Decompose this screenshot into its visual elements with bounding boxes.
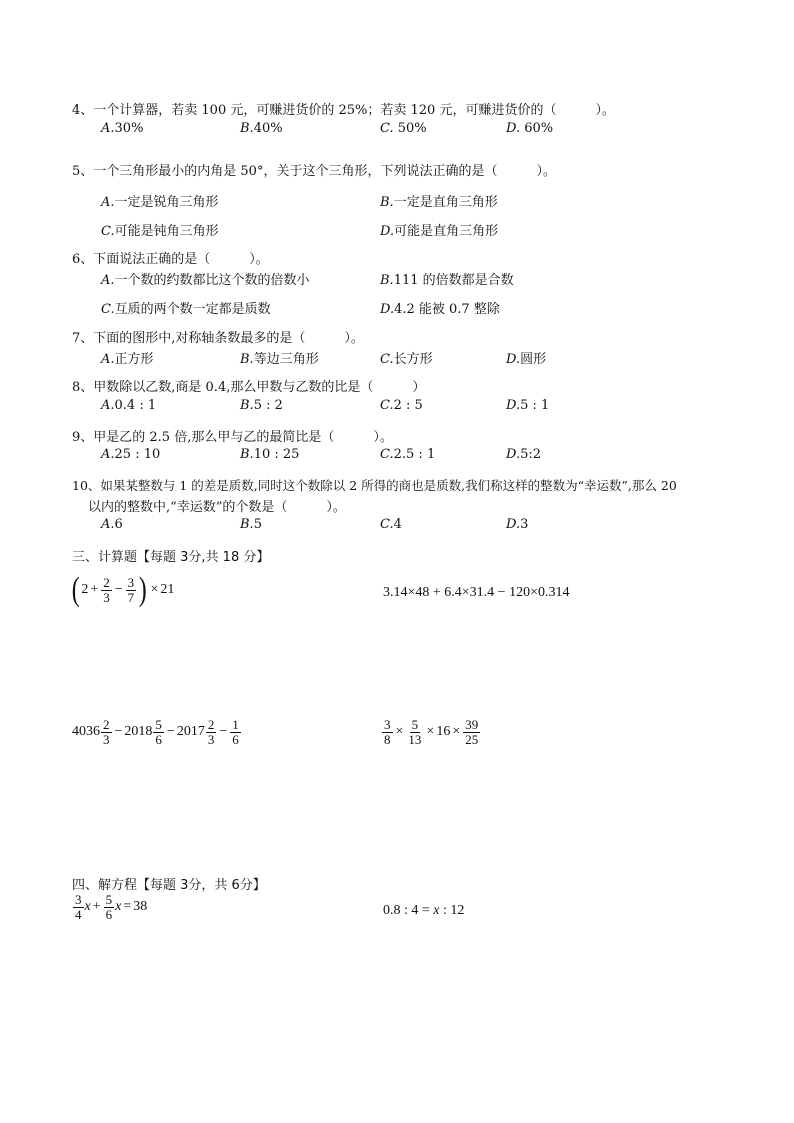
denominator: 6 [155, 731, 162, 747]
question-6-stem: 6、下面说法正确的是（ ）。 [72, 252, 269, 267]
q6-option-d[interactable] [380, 298, 500, 317]
numerator: 1 [232, 717, 239, 732]
option-letter: C. [380, 447, 394, 462]
denominator: 8 [384, 731, 391, 747]
equation-1 [72, 893, 147, 921]
option-letter: C. [380, 517, 394, 532]
option-letter: A. [101, 352, 115, 367]
option-text: 6 [114, 517, 123, 532]
q7-option-d[interactable] [506, 348, 546, 367]
numerator: 3 [75, 892, 82, 907]
option-letter: A. [101, 447, 115, 462]
option-letter: B. [380, 195, 394, 210]
fraction [206, 718, 217, 746]
calc-expression-4 [381, 718, 481, 746]
q9-option-d[interactable] [506, 447, 541, 462]
option-letter: C. [380, 352, 394, 367]
denominator: 3 [207, 731, 215, 747]
fraction [126, 576, 137, 604]
q6-option-b[interactable] [380, 269, 514, 288]
fraction [153, 718, 164, 746]
option-letter: B. [240, 517, 254, 532]
denominator: 25 [465, 731, 479, 747]
option-text: 111 的倍数都是合数 [393, 273, 514, 288]
q10-option-b[interactable] [240, 517, 262, 532]
q10-option-d[interactable] [506, 517, 528, 532]
denominator: 6 [232, 731, 239, 747]
question-10-stem-continued: 以内的整数中,“幸运数”的个数是（ ）。 [88, 500, 346, 515]
term: 16 [436, 724, 451, 740]
numerator: 5 [411, 717, 419, 732]
option-text: 圆形 [520, 352, 547, 367]
option-letter: C. [380, 121, 394, 136]
option-letter: D. [506, 447, 521, 462]
q4-option-b[interactable] [240, 121, 283, 136]
section-4-title: 四、解方程【每题 3分，共 6分】 [72, 878, 266, 893]
section-3-title: 三、计算题【每题 3分,共 18 分】 [72, 550, 270, 565]
q8-option-a[interactable] [101, 398, 156, 413]
q10-option-a[interactable] [101, 517, 123, 532]
operator: × [452, 724, 461, 740]
option-letter: A. [101, 195, 115, 210]
question-9-stem: 9、甲是乙的 2.5 倍,那么甲与乙的最简比是（ ）。 [72, 430, 393, 445]
operator: − [219, 724, 228, 740]
option-text: 可能是钝角三角形 [114, 224, 219, 239]
option-letter: B. [240, 398, 254, 413]
fraction [230, 718, 241, 746]
option-letter: D. [380, 302, 395, 317]
operator: × [150, 582, 159, 597]
option-letter: A. [101, 517, 115, 532]
numerator: 3 [127, 574, 135, 590]
option-text: 25 : 10 [114, 447, 161, 462]
q8-option-d[interactable] [506, 398, 549, 413]
fraction [382, 718, 393, 746]
option-text: 一个数的约数都比这个数的倍数小 [114, 273, 310, 288]
option-text: 5 : 2 [253, 398, 283, 413]
option-text: 30% [114, 121, 144, 136]
fraction [104, 893, 115, 921]
fraction [406, 718, 423, 746]
option-text: 40% [253, 121, 283, 136]
option-text: 0.4 : 1 [114, 398, 157, 413]
operator: + [90, 582, 99, 597]
denominator: 3 [103, 589, 110, 605]
denominator: 13 [408, 731, 422, 747]
option-letter: D. [506, 121, 521, 136]
numerator: 2 [207, 717, 215, 732]
option-letter: B. [240, 352, 254, 367]
q4-option-c[interactable] [380, 121, 427, 136]
calc-expression-2: 3.14×48 + 6.4×31.4 − 120×0.314 [383, 585, 570, 600]
whole: 4036 [72, 724, 100, 740]
option-text: 一定是直角三角形 [393, 195, 498, 210]
fraction [463, 718, 480, 746]
q6-option-a[interactable] [101, 269, 310, 288]
q9-option-b[interactable] [240, 447, 299, 462]
equation-2 [383, 903, 464, 919]
q4-option-d[interactable] [506, 121, 553, 136]
q9-option-c[interactable] [380, 447, 435, 462]
option-letter: A. [101, 273, 115, 288]
option-letter: C. [101, 224, 115, 239]
variable-x: x [115, 899, 122, 915]
variable-x: x [433, 903, 440, 918]
open-paren: ( [71, 571, 80, 608]
option-letter: C. [101, 302, 115, 317]
q10-option-c[interactable] [380, 517, 402, 532]
denominator: 6 [105, 906, 113, 922]
option-letter: D. [506, 517, 521, 532]
option-letter: A. [101, 398, 115, 413]
fraction [73, 893, 84, 921]
denominator: 3 [103, 731, 110, 747]
q5-option-b[interactable] [380, 191, 498, 210]
option-letter: B. [380, 273, 394, 288]
option-text: 2 : 5 [393, 398, 423, 413]
numerator: 3 [384, 717, 391, 732]
option-text: 4 [393, 517, 402, 532]
question-5-stem: 5、一个三角形最小的内角是 50°，关于这个三角形，下列说法正确的是（ ）。 [72, 164, 556, 179]
option-text: 10 : 25 [253, 447, 300, 462]
numerator: 39 [465, 717, 479, 732]
term: 2 [81, 582, 89, 597]
q5-option-c[interactable] [101, 220, 219, 239]
option-letter: D. [506, 352, 521, 367]
numerator: 2 [103, 717, 110, 732]
numerator: 5 [155, 717, 162, 732]
option-text: 正方形 [114, 352, 154, 367]
q5-option-a[interactable] [101, 191, 219, 210]
option-text: 一定是锐角三角形 [114, 195, 219, 210]
option-text: 5 : 1 [520, 398, 550, 413]
fraction [101, 576, 112, 604]
q8-option-b[interactable] [240, 398, 283, 413]
numerator: 5 [105, 892, 113, 907]
q4-option-a[interactable] [101, 121, 143, 136]
equals-sign: = [123, 899, 132, 915]
q8-option-c[interactable] [380, 398, 423, 413]
equation-lhs: 0.8 : 4 = [383, 903, 434, 918]
question-4-stem: 4、一个计算器，若卖 100 元，可赚进货价的 25%；若卖 120 元，可赚进货价的（ ）。 [72, 103, 615, 118]
operator: + [92, 899, 101, 915]
option-text: 50% [393, 121, 427, 136]
option-text: 5 [253, 517, 262, 532]
option-text: 2.5 : 1 [393, 447, 436, 462]
q7-option-b[interactable] [240, 348, 319, 367]
option-text: 4.2 能被 0.7 整除 [394, 302, 500, 317]
q5-option-d[interactable] [380, 220, 498, 239]
operator: × [395, 724, 404, 740]
question-7-stem: 7、下面的图形中,对称轴条数最多的是（ ）。 [72, 331, 364, 346]
option-letter: B. [240, 121, 254, 136]
numerator: 2 [103, 574, 110, 590]
option-letter: D. [506, 398, 521, 413]
option-text: 可能是直角三角形 [394, 224, 499, 239]
fraction [101, 718, 112, 746]
q9-option-a[interactable] [101, 447, 160, 462]
question-8-stem: 8、甲数除以乙数,商是 0.4,那么甲数与乙数的比是（ ） [72, 380, 426, 395]
close-paren: ) [138, 571, 147, 608]
option-text: 3 [520, 517, 529, 532]
denominator: 7 [127, 589, 135, 605]
option-text: 长方形 [393, 352, 433, 367]
term: 38 [133, 899, 148, 915]
calc-expression-1 [70, 573, 174, 607]
whole: 2018 [124, 724, 153, 740]
option-text: 5:2 [520, 447, 542, 462]
option-text: 60% [520, 121, 554, 136]
equation-rhs: : 12 [439, 903, 465, 918]
option-letter: D. [380, 224, 395, 239]
operator: − [114, 724, 123, 740]
q7-option-a[interactable] [101, 348, 154, 367]
question-10-stem: 10、如果某整数与 1 的差是质数,同时这个数除以 2 所得的商也是质数,我们称这样的整数为“幸运数”,那么 20 [72, 478, 677, 493]
operator: − [166, 724, 175, 740]
variable-x: x [84, 899, 91, 915]
term: 21 [160, 582, 175, 597]
option-letter: C. [380, 398, 394, 413]
option-text: 互质的两个数一定都是质数 [114, 302, 271, 317]
option-letter: B. [240, 447, 254, 462]
calc-expression-3 [72, 718, 242, 746]
q6-option-c[interactable] [101, 298, 271, 317]
whole: 2017 [176, 724, 205, 740]
q7-option-c[interactable] [380, 348, 433, 367]
denominator: 4 [75, 906, 82, 922]
operator: − [114, 582, 123, 597]
option-text: 等边三角形 [253, 352, 319, 367]
operator: × [426, 724, 435, 740]
option-letter: A. [101, 121, 115, 136]
